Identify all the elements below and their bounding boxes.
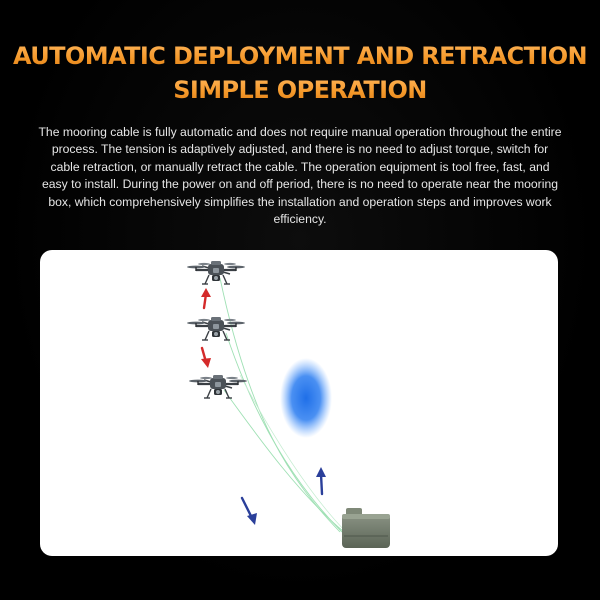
down-arrow-icon [242,498,257,525]
feature-description: The mooring cable is fully automatic and does not require manual operation throughout the entire process. The tension is adaptively adjusted, and there is no need to adjust torque, switch for cable retraction, or manually retract the cable. The operation equipment is tool free, fast, and easy to install. During the power on and off period, there is no need to operate near the mooring box, which comprehensively simplifies the installation and operation steps and improves work efficiency. [38,125,562,227]
drone-icon [187,317,245,340]
up-arrow-icon [201,288,211,308]
down-arrow-icon [201,348,211,368]
up-arrow-icon [316,467,326,494]
deployment-illustration [40,250,558,556]
drone-icon [187,261,245,284]
headline-line-1: AUTOMATIC DEPLOYMENT AND RETRACTION [0,42,600,70]
headline-line-2: SIMPLE OPERATION [0,76,600,104]
drone-icon [189,375,247,398]
illustration-panel [40,250,558,556]
blue-blur-shape [280,358,332,438]
mooring-box-icon [342,508,390,548]
